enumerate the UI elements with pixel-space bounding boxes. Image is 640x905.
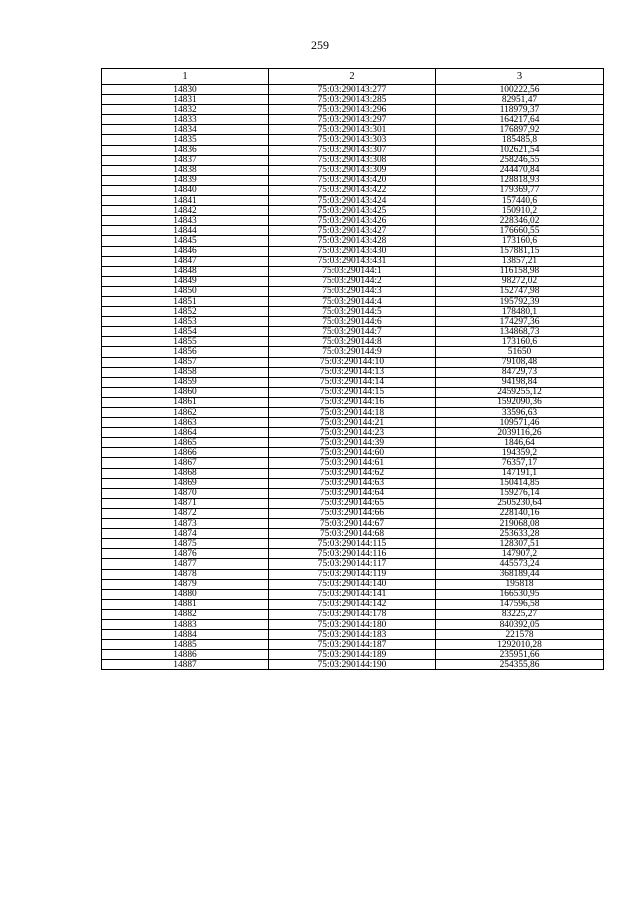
value-cell: 33596,63 xyxy=(436,408,604,418)
cadastral-number-cell: 75:03:290144:117 xyxy=(269,559,436,569)
row-number-cell: 14874 xyxy=(102,529,269,539)
cadastral-number-cell: 75:03:290143:431 xyxy=(269,256,436,266)
row-number-cell: 14846 xyxy=(102,246,269,256)
table-row xyxy=(102,266,604,276)
value-cell: 219068,08 xyxy=(436,519,604,529)
table-row xyxy=(102,206,604,216)
table-row xyxy=(102,498,604,508)
table-row xyxy=(102,307,604,317)
value-cell: 179369,77 xyxy=(436,185,604,195)
table-row xyxy=(102,599,604,609)
table-row xyxy=(102,539,604,549)
cadastral-number-cell: 75:03:290144:15 xyxy=(269,387,436,397)
cadastral-number-cell: 75:03:290143:422 xyxy=(269,185,436,195)
table-row xyxy=(102,246,604,256)
value-cell: 147596,58 xyxy=(436,599,604,609)
value-cell: 13857,21 xyxy=(436,256,604,266)
cadastral-number-cell: 75:03:290143:297 xyxy=(269,115,436,125)
value-cell: 1292010,28 xyxy=(436,640,604,650)
cadastral-number-cell: 75:03:290144:63 xyxy=(269,478,436,488)
cadastral-number-cell: 75:03:290144:140 xyxy=(269,579,436,589)
cadastral-number-cell: 75:03:290144:13 xyxy=(269,367,436,377)
value-cell: 254355,86 xyxy=(436,660,604,670)
cadastral-number-cell: 75:03:290143:430 xyxy=(269,246,436,256)
row-number-cell: 14864 xyxy=(102,428,269,438)
value-cell: 98272,02 xyxy=(436,276,604,286)
value-cell: 134868,73 xyxy=(436,327,604,337)
table-row xyxy=(102,650,604,660)
cadastral-number-cell: 75:03:290143:420 xyxy=(269,175,436,185)
table-row xyxy=(102,155,604,165)
cadastral-number-cell: 75:03:290144:4 xyxy=(269,296,436,306)
table-row xyxy=(102,165,604,175)
table-row xyxy=(102,438,604,448)
value-cell: 109571,46 xyxy=(436,418,604,428)
cadastral-number-cell: 75:03:290144:190 xyxy=(269,660,436,670)
cadastral-number-cell: 75:03:290144:65 xyxy=(269,498,436,508)
table-row xyxy=(102,458,604,468)
value-cell: 150414,85 xyxy=(436,478,604,488)
cadastral-number-cell: 75:03:290144:23 xyxy=(269,428,436,438)
table-row xyxy=(102,549,604,559)
table-row xyxy=(102,640,604,650)
table-row xyxy=(102,508,604,518)
cadastral-number-cell: 75:03:290143:303 xyxy=(269,135,436,145)
cadastral-number-cell: 75:03:290144:21 xyxy=(269,418,436,428)
cadastral-number-cell: 75:03:290144:189 xyxy=(269,650,436,660)
cadastral-number-cell: 75:03:290144:67 xyxy=(269,519,436,529)
row-number-cell: 14861 xyxy=(102,397,269,407)
cadastral-number-cell: 75:03:290144:115 xyxy=(269,539,436,549)
value-cell: 147191,1 xyxy=(436,468,604,478)
cadastral-number-cell: 75:03:290144:119 xyxy=(269,569,436,579)
row-number-cell: 14842 xyxy=(102,206,269,216)
value-cell: 152747,98 xyxy=(436,286,604,296)
row-number-cell: 14862 xyxy=(102,408,269,418)
value-cell: 2459255,12 xyxy=(436,387,604,397)
row-number-cell: 14866 xyxy=(102,448,269,458)
row-number-cell: 14885 xyxy=(102,640,269,650)
value-cell: 128818,93 xyxy=(436,175,604,185)
cadastral-number-cell: 75:03:290143:426 xyxy=(269,216,436,226)
cadastral-number-cell: 75:03:290144:68 xyxy=(269,529,436,539)
table-row xyxy=(102,145,604,155)
value-cell: 147907,2 xyxy=(436,549,604,559)
cadastral-number-cell: 75:03:290144:3 xyxy=(269,286,436,296)
value-cell: 79108,48 xyxy=(436,357,604,367)
cadastral-number-cell: 75:03:290143:296 xyxy=(269,105,436,115)
row-number-cell: 14870 xyxy=(102,488,269,498)
table-row xyxy=(102,569,604,579)
value-cell: 157440,6 xyxy=(436,196,604,206)
value-cell: 1846,64 xyxy=(436,438,604,448)
table-row xyxy=(102,387,604,397)
row-number-cell: 14872 xyxy=(102,508,269,518)
row-number-cell: 14854 xyxy=(102,327,269,337)
cadastral-number-cell: 75:03:290144:60 xyxy=(269,448,436,458)
cadastral-number-cell: 75:03:290143:308 xyxy=(269,155,436,165)
table-row xyxy=(102,559,604,569)
cadastral-number-cell: 75:03:290144:7 xyxy=(269,327,436,337)
row-number-cell: 14887 xyxy=(102,660,269,670)
value-cell: 2505230,64 xyxy=(436,498,604,508)
row-number-cell: 14840 xyxy=(102,185,269,195)
value-cell: 368189,44 xyxy=(436,569,604,579)
value-cell: 128307,51 xyxy=(436,539,604,549)
value-cell: 228346,02 xyxy=(436,216,604,226)
table-row xyxy=(102,95,604,105)
table-row xyxy=(102,357,604,367)
row-number-cell: 14869 xyxy=(102,478,269,488)
table-row xyxy=(102,448,604,458)
row-number-cell: 14830 xyxy=(102,85,269,95)
value-cell: 1592090,36 xyxy=(436,397,604,407)
column-header-2: 2 xyxy=(269,69,436,85)
row-number-cell: 14871 xyxy=(102,498,269,508)
row-number-cell: 14838 xyxy=(102,165,269,175)
value-cell: 150910,2 xyxy=(436,206,604,216)
value-cell: 83225,27 xyxy=(436,609,604,619)
value-cell: 840392,05 xyxy=(436,619,604,629)
table-row xyxy=(102,478,604,488)
row-number-cell: 14852 xyxy=(102,307,269,317)
table-row xyxy=(102,337,604,347)
value-cell: 157881,15 xyxy=(436,246,604,256)
row-number-cell: 14863 xyxy=(102,418,269,428)
row-number-cell: 14841 xyxy=(102,196,269,206)
row-number-cell: 14845 xyxy=(102,236,269,246)
table-row xyxy=(102,589,604,599)
value-cell: 173160,6 xyxy=(436,337,604,347)
cadastral-number-cell: 75:03:290144:1 xyxy=(269,266,436,276)
row-number-cell: 14882 xyxy=(102,609,269,619)
table-row xyxy=(102,85,604,95)
table-row xyxy=(102,377,604,387)
table-row xyxy=(102,296,604,306)
value-cell: 174297,36 xyxy=(436,317,604,327)
table-row xyxy=(102,408,604,418)
cadastral-number-cell: 75:03:290144:178 xyxy=(269,609,436,619)
table-row xyxy=(102,488,604,498)
table-row xyxy=(102,216,604,226)
value-cell: 228140,16 xyxy=(436,508,604,518)
table-body xyxy=(102,85,604,670)
row-number-cell: 14857 xyxy=(102,357,269,367)
row-number-cell: 14851 xyxy=(102,296,269,306)
table-row xyxy=(102,236,604,246)
table-row xyxy=(102,468,604,478)
value-cell: 176897,92 xyxy=(436,125,604,135)
row-number-cell: 14853 xyxy=(102,317,269,327)
table-row xyxy=(102,276,604,286)
row-number-cell: 14876 xyxy=(102,549,269,559)
cadastral-number-cell: 75:03:290143:301 xyxy=(269,125,436,135)
row-number-cell: 14880 xyxy=(102,589,269,599)
row-number-cell: 14883 xyxy=(102,619,269,629)
row-number-cell: 14850 xyxy=(102,286,269,296)
row-number-cell: 14837 xyxy=(102,155,269,165)
cadastral-number-cell: 75:03:290144:8 xyxy=(269,337,436,347)
value-cell: 258246,55 xyxy=(436,155,604,165)
value-cell: 164217,64 xyxy=(436,115,604,125)
table-row xyxy=(102,529,604,539)
cadastral-number-cell: 75:03:290144:183 xyxy=(269,630,436,640)
row-number-cell: 14860 xyxy=(102,387,269,397)
table-row xyxy=(102,609,604,619)
table-row xyxy=(102,619,604,629)
table-row xyxy=(102,286,604,296)
table-row xyxy=(102,135,604,145)
row-number-cell: 14847 xyxy=(102,256,269,266)
cadastral-number-cell: 75:03:290143:424 xyxy=(269,196,436,206)
row-number-cell: 14843 xyxy=(102,216,269,226)
cadastral-number-cell: 75:03:290144:14 xyxy=(269,377,436,387)
row-number-cell: 14859 xyxy=(102,377,269,387)
value-cell: 195818 xyxy=(436,579,604,589)
cadastral-number-cell: 75:03:290144:64 xyxy=(269,488,436,498)
row-number-cell: 14836 xyxy=(102,145,269,155)
table-row xyxy=(102,327,604,337)
value-cell: 176660,55 xyxy=(436,226,604,236)
data-table xyxy=(101,68,604,670)
cadastral-number-cell: 75:03:290143:307 xyxy=(269,145,436,155)
row-number-cell: 14832 xyxy=(102,105,269,115)
cadastral-number-cell: 75:03:290144:9 xyxy=(269,347,436,357)
value-cell: 159276,14 xyxy=(436,488,604,498)
value-cell: 235951,66 xyxy=(436,650,604,660)
table-row xyxy=(102,317,604,327)
value-cell: 221578 xyxy=(436,630,604,640)
row-number-cell: 14858 xyxy=(102,367,269,377)
row-number-cell: 14855 xyxy=(102,337,269,347)
cadastral-number-cell: 75:03:290144:116 xyxy=(269,549,436,559)
table-row xyxy=(102,418,604,428)
value-cell: 166530,95 xyxy=(436,589,604,599)
value-cell: 195792,39 xyxy=(436,296,604,306)
column-header-3: 3 xyxy=(436,69,604,85)
cadastral-number-cell: 75:03:290144:142 xyxy=(269,599,436,609)
value-cell: 194359,2 xyxy=(436,448,604,458)
cadastral-number-cell: 75:03:290144:66 xyxy=(269,508,436,518)
value-cell: 51650 xyxy=(436,347,604,357)
table-row xyxy=(102,397,604,407)
column-header-1: 1 xyxy=(102,69,269,85)
table-row xyxy=(102,660,604,670)
cadastral-number-cell: 75:03:290143:285 xyxy=(269,95,436,105)
table-row xyxy=(102,428,604,438)
cadastral-number-cell: 75:03:290143:309 xyxy=(269,165,436,175)
cadastral-number-cell: 75:03:290144:61 xyxy=(269,458,436,468)
cadastral-number-cell: 75:03:290144:18 xyxy=(269,408,436,418)
table-row xyxy=(102,115,604,125)
value-cell: 116158,98 xyxy=(436,266,604,276)
value-cell: 76357,17 xyxy=(436,458,604,468)
value-cell: 173160,6 xyxy=(436,236,604,246)
value-cell: 2039116,26 xyxy=(436,428,604,438)
table-row xyxy=(102,175,604,185)
cadastral-number-cell: 75:03:290144:6 xyxy=(269,317,436,327)
value-cell: 253633,28 xyxy=(436,529,604,539)
row-number-cell: 14844 xyxy=(102,226,269,236)
row-number-cell: 14856 xyxy=(102,347,269,357)
row-number-cell: 14884 xyxy=(102,630,269,640)
table-row xyxy=(102,519,604,529)
table-row xyxy=(102,185,604,195)
table-row xyxy=(102,196,604,206)
row-number-cell: 14848 xyxy=(102,266,269,276)
cadastral-number-cell: 75:03:290144:187 xyxy=(269,640,436,650)
table-row xyxy=(102,367,604,377)
row-number-cell: 14834 xyxy=(102,125,269,135)
header-row xyxy=(102,69,604,85)
row-number-cell: 14878 xyxy=(102,569,269,579)
cadastral-number-cell: 75:03:290144:62 xyxy=(269,468,436,478)
cadastral-number-cell: 75:03:290144:5 xyxy=(269,307,436,317)
row-number-cell: 14881 xyxy=(102,599,269,609)
row-number-cell: 14865 xyxy=(102,438,269,448)
cadastral-number-cell: 75:03:290143:427 xyxy=(269,226,436,236)
row-number-cell: 14867 xyxy=(102,458,269,468)
table-row xyxy=(102,630,604,640)
row-number-cell: 14839 xyxy=(102,175,269,185)
cadastral-number-cell: 75:03:290143:428 xyxy=(269,236,436,246)
value-cell: 84729,73 xyxy=(436,367,604,377)
cadastral-number-cell: 75:03:290143:277 xyxy=(269,85,436,95)
value-cell: 178480,1 xyxy=(436,307,604,317)
value-cell: 445573,24 xyxy=(436,559,604,569)
cadastral-number-cell: 75:03:290144:141 xyxy=(269,589,436,599)
value-cell: 82951,47 xyxy=(436,95,604,105)
cadastral-number-cell: 75:03:290144:16 xyxy=(269,397,436,407)
row-number-cell: 14833 xyxy=(102,115,269,125)
row-number-cell: 14873 xyxy=(102,519,269,529)
cadastral-number-cell: 75:03:290144:180 xyxy=(269,619,436,629)
table-row xyxy=(102,579,604,589)
row-number-cell: 14849 xyxy=(102,276,269,286)
table-row xyxy=(102,105,604,115)
value-cell: 118979,37 xyxy=(436,105,604,115)
table-row xyxy=(102,256,604,266)
value-cell: 185485,8 xyxy=(436,135,604,145)
value-cell: 94198,84 xyxy=(436,377,604,387)
value-cell: 100222,56 xyxy=(436,85,604,95)
value-cell: 244470,84 xyxy=(436,165,604,175)
row-number-cell: 14879 xyxy=(102,579,269,589)
row-number-cell: 14877 xyxy=(102,559,269,569)
cadastral-number-cell: 75:03:290144:39 xyxy=(269,438,436,448)
row-number-cell: 14875 xyxy=(102,539,269,549)
table-row xyxy=(102,125,604,135)
row-number-cell: 14831 xyxy=(102,95,269,105)
page-number: 259 xyxy=(311,38,329,52)
cadastral-number-cell: 75:03:290144:2 xyxy=(269,276,436,286)
row-number-cell: 14886 xyxy=(102,650,269,660)
table-row xyxy=(102,226,604,236)
table-row xyxy=(102,347,604,357)
row-number-cell: 14868 xyxy=(102,468,269,478)
cadastral-number-cell: 75:03:290144:10 xyxy=(269,357,436,367)
cadastral-number-cell: 75:03:290143:425 xyxy=(269,206,436,216)
value-cell: 102621,54 xyxy=(436,145,604,155)
table-header xyxy=(102,69,604,85)
row-number-cell: 14835 xyxy=(102,135,269,145)
